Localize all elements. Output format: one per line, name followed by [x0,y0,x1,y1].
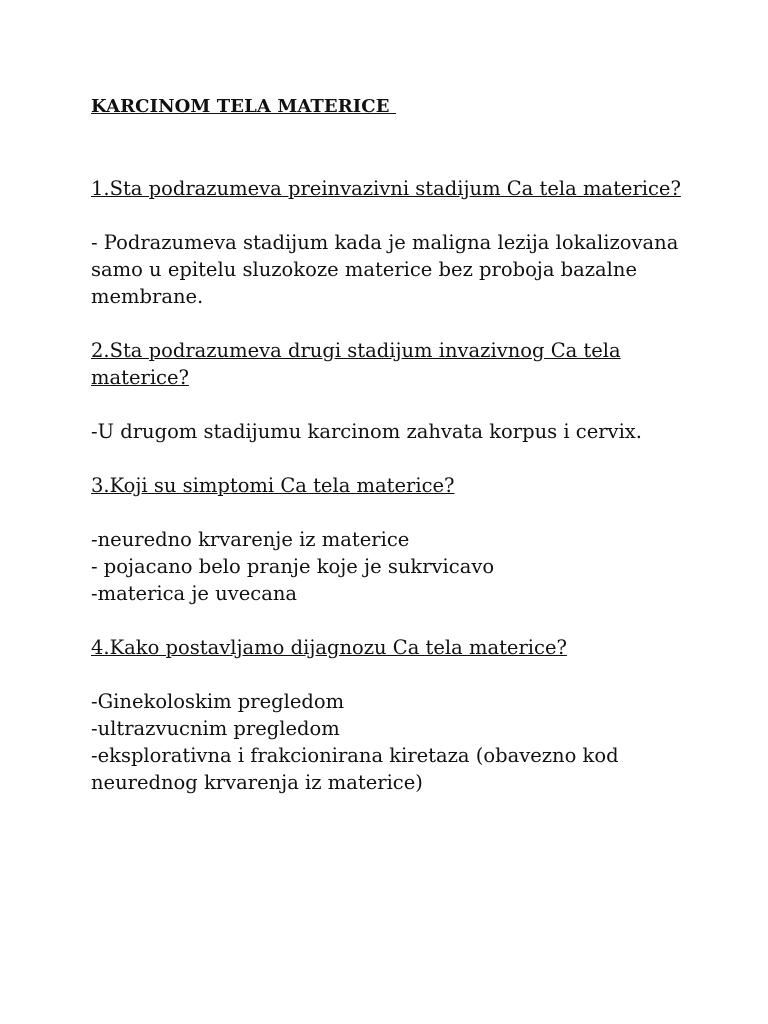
answer-3-line-1: -neuredno krvarenje iz materice [91,528,410,551]
question-1: 1.Sta podrazumeva preinvazivni stadijum Ca tela materice? [91,177,681,200]
answer-2-line-1: -U drugom stadijumu karcinom zahvata korpus i cervix. [91,420,642,443]
question-2: 2.Sta podrazumeva drugi stadijum invazivnog Ca tela materice? [91,339,621,389]
qa-section-4 [91,634,691,796]
spacer [91,661,691,688]
spacer [91,391,691,418]
spacer [91,120,691,175]
question-3: 3.Koji su simptomi Ca tela materice? [91,474,455,497]
answer-4-line-3: -eksplorativna i frakcionirana kiretaza (obavezno kod neurednog krvarenja iz materice) [91,744,619,794]
answer-3-line-3: -materica je uvecana [91,582,298,605]
spacer [91,445,691,472]
document-body [91,93,691,796]
qa-section-2 [91,337,691,445]
spacer [91,499,691,526]
qa-section-1 [91,175,691,310]
spacer [91,310,691,337]
question-4: 4.Kako postavljamo dijagnozu Ca tela materice? [91,636,567,659]
answer-1-line-1: - Podrazumeva stadijum kada je maligna lezija lokalizovana samo u epitelu sluzokoze materice bez proboja bazalne membrane. [91,231,679,308]
spacer [91,607,691,634]
spacer [91,202,691,229]
answer-3-line-2: - pojacano belo pranje koje je sukrvicavo [91,555,495,578]
answer-4-line-1: -Ginekoloskim pregledom [91,690,345,713]
answer-4-line-2: -ultrazvucnim pregledom [91,717,340,740]
document-title: KARCINOM TELA MATERICE [91,96,396,117]
qa-section-3 [91,472,691,607]
